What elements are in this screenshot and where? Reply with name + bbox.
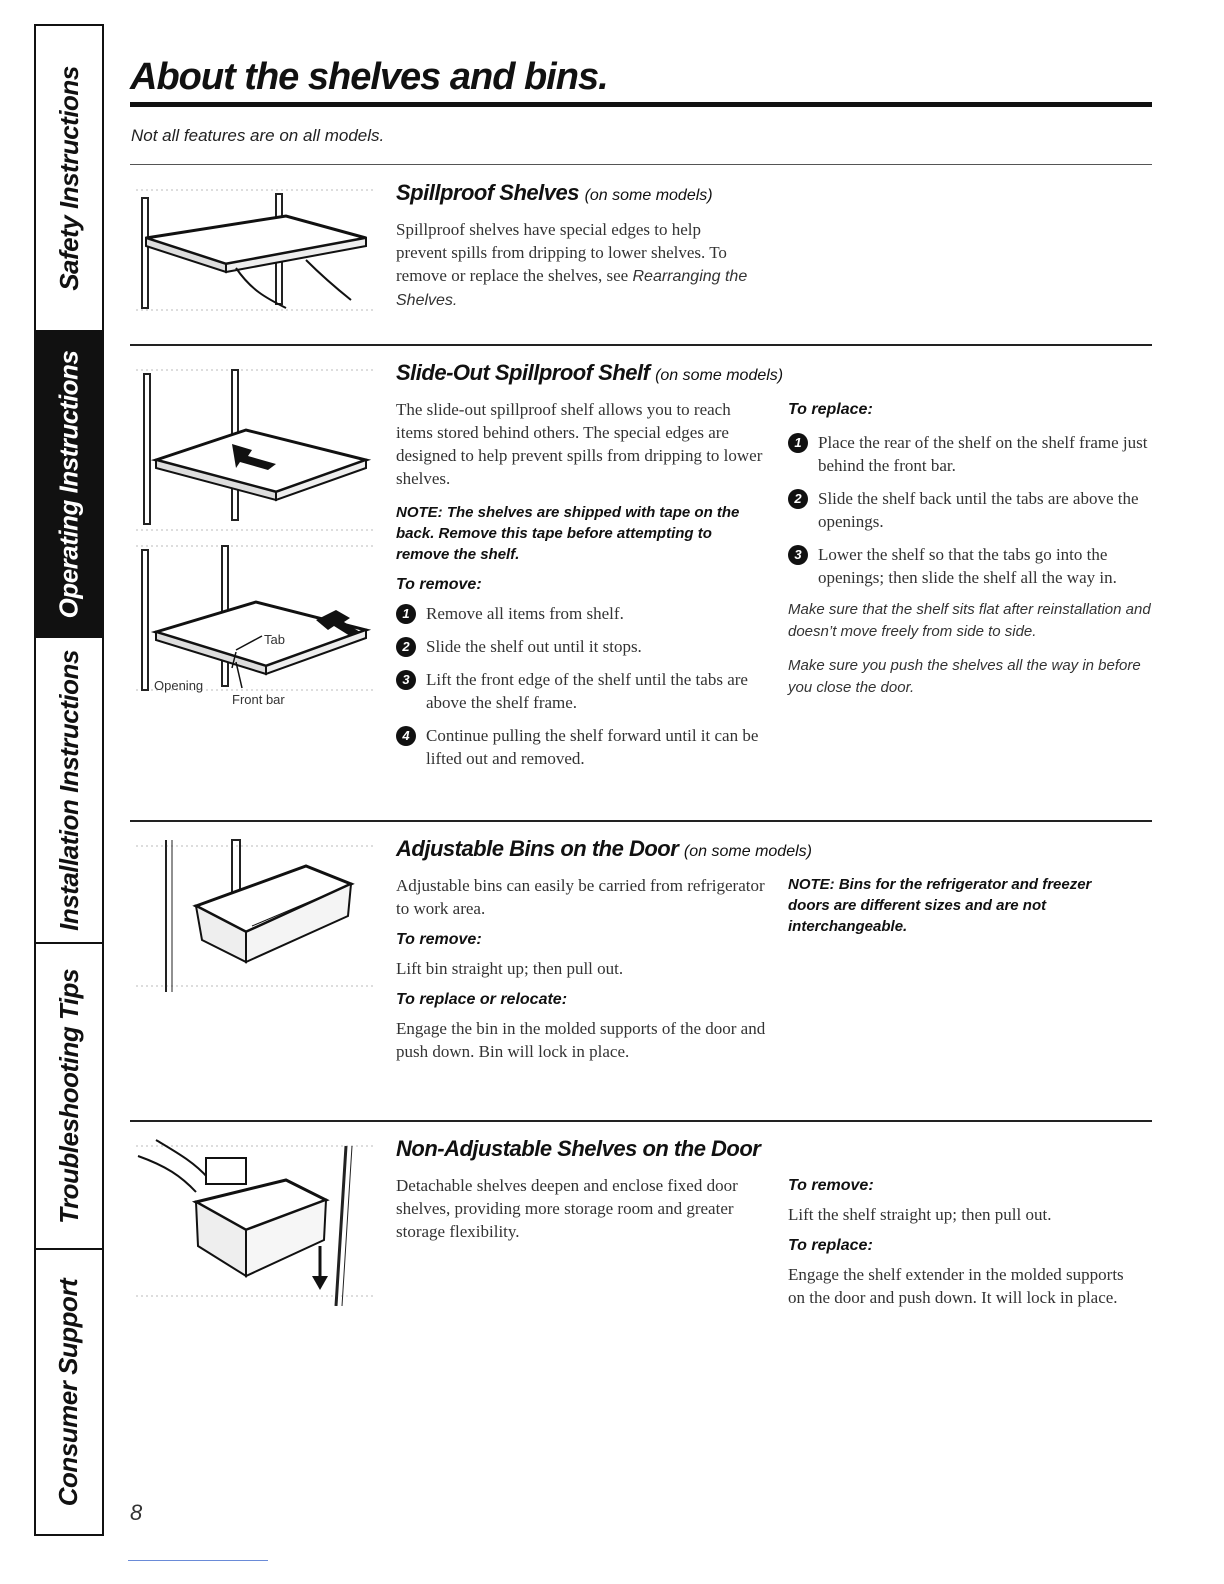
page-number: 8: [130, 1500, 143, 1525]
nonadj-remove-body: Lift the shelf straight up; then pull out.: [788, 1205, 1052, 1224]
slideout-shelf-illustration: [136, 360, 376, 540]
nonadj-right-column: [788, 1174, 1128, 1309]
step-number: 4: [396, 726, 416, 746]
nonadj-left-column: [396, 1174, 766, 1243]
slideout-note: NOTE: The shelves are shipped with tape on the back. Remove this tape before attempting to remove the shelf.: [396, 504, 740, 563]
replace-step: 1 Place the rear of the shelf on the shelf frame just behind the front bar.: [788, 431, 1152, 477]
slideout-body: The slide-out spillproof shelf allows you to reach items stored behind others. The special edges are designed to help prevent spills from dripping to lower shelves.: [396, 400, 763, 488]
page-subtitle: Not all features are on all models.: [131, 126, 385, 145]
spillproof-shelf-illustration: [136, 180, 376, 320]
nonadj-body: Detachable shelves deepen and enclose fixed door shelves, providing more storage room and greater storage flexibility.: [396, 1176, 738, 1241]
step-number: 2: [396, 637, 416, 657]
step-number: 1: [788, 433, 808, 453]
slideout-left-column: [396, 398, 766, 780]
bins-replace-head: To replace or relocate:: [396, 991, 568, 1008]
nonadj-remove-head: To remove:: [788, 1177, 874, 1194]
tab-safety-instructions[interactable]: Safety Instructions: [36, 26, 102, 332]
section-divider: [130, 344, 1152, 346]
bins-remove-body: Lift bin straight up; then pull out.: [396, 959, 624, 978]
step-number: 2: [788, 489, 808, 509]
tab-consumer-support[interactable]: Consumer Support: [53, 1278, 84, 1506]
slideout-tip-flat: Make sure that the shelf sits flat after reinstallation and doesn’t move freely from side to side.: [788, 601, 1151, 640]
bins-left-column: [396, 874, 766, 1063]
bins-title: Adjustable Bins on the Door (on some models): [396, 836, 812, 861]
step-number: 3: [396, 670, 416, 690]
replace-step: 3 Lower the shelf so that the tabs go into the openings; then slide the shelf all the way in.: [788, 543, 1152, 589]
tab-installation-instructions[interactable]: Installation Instructions: [36, 638, 102, 944]
tab-label: Tab: [264, 632, 285, 647]
nonadj-title: Non-Adjustable Shelves on the Door: [396, 1136, 761, 1161]
slideout-shelf-remove-illustration: [136, 540, 376, 710]
nonadj-replace-head: To replace:: [788, 1237, 873, 1254]
slideout-right-column: [788, 398, 1152, 699]
replace-step: 2 Slide the shelf back until the tabs are above the openings.: [788, 487, 1152, 533]
adjustable-bin-illustration: [136, 836, 376, 996]
remove-step: 2 Slide the shelf out until it stops.: [396, 635, 766, 658]
front-bar-label: Front bar: [232, 692, 285, 707]
non-adjustable-shelf-illustration: [136, 1136, 376, 1306]
bins-right-column: [788, 874, 1128, 937]
bins-replace-body: Engage the bin in the molded supports of the door and push down. Bin will lock in place.: [396, 1019, 766, 1061]
step-number: 3: [788, 545, 808, 565]
nonadj-replace-body: Engage the shelf extender in the molded supports on the door and push down. It will lock in place.: [788, 1265, 1124, 1307]
section-divider: [130, 1120, 1152, 1122]
remove-step: 4 Continue pulling the shelf forward until it can be lifted out and removed.: [396, 724, 766, 770]
page-title: About the shelves and bins.: [130, 56, 608, 98]
slideout-tip-push: Make sure you push the shelves all the way in before you close the door.: [788, 657, 1141, 696]
side-tabs: [34, 24, 104, 1536]
footer-rule: [128, 1560, 268, 1561]
tab-troubleshooting-tips[interactable]: Troubleshooting Tips: [36, 944, 102, 1250]
bins-note: NOTE: Bins for the refrigerator and freezer doors are different sizes and are not interchangeable.: [788, 876, 1092, 935]
step-number: 1: [396, 604, 416, 624]
slideout-remove-head: To remove:: [396, 576, 482, 593]
section-divider: [130, 164, 1152, 165]
spillproof-title: Spillproof Shelves (on some models): [396, 180, 713, 205]
remove-step: 3 Lift the front edge of the shelf until the tabs are above the shelf frame.: [396, 668, 766, 714]
section-divider: [130, 820, 1152, 822]
slideout-replace-head: To replace:: [788, 401, 873, 418]
tab-operating-instructions[interactable]: Operating Instructions: [36, 332, 102, 638]
bins-body: Adjustable bins can easily be carried from refrigerator to work area.: [396, 876, 765, 918]
bins-remove-head: To remove:: [396, 931, 482, 948]
slideout-title: Slide-Out Spillproof Shelf (on some models): [396, 360, 784, 385]
spillproof-body: Spillproof shelves have special edges to help prevent spills from dripping to lower shelves. To remove or replace the shelves, see Rearranging the Shelves.: [396, 220, 748, 309]
title-rule: [130, 102, 1152, 107]
remove-step: 1 Remove all items from shelf.: [396, 602, 766, 625]
rearranging-shelves-link[interactable]: Rearranging the Shelves.: [396, 268, 748, 309]
opening-label: Opening: [154, 678, 204, 693]
